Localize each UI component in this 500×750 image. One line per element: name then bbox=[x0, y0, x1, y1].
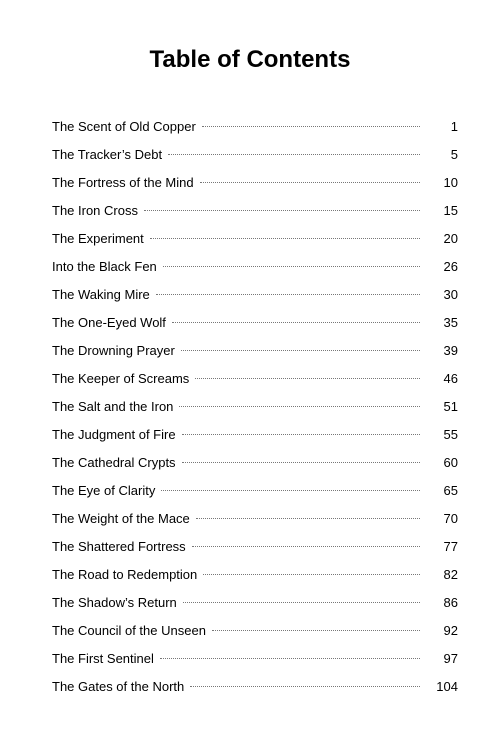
toc-entry bbox=[52, 365, 458, 393]
toc-entry-title: The Keeper of Screams bbox=[52, 371, 190, 386]
toc-entry-title: The Road to Redemption bbox=[52, 567, 198, 582]
toc-dot-leader bbox=[144, 209, 420, 211]
toc-entry-page: 104 bbox=[436, 679, 458, 694]
toc-entry bbox=[52, 673, 458, 701]
toc-entry-title: The Scent of Old Copper bbox=[52, 119, 196, 134]
toc-entry-title: The First Sentinel bbox=[52, 651, 154, 666]
toc-entry-title: The Cathedral Crypts bbox=[52, 455, 176, 470]
toc-entry-page: 92 bbox=[443, 623, 458, 638]
toc-dot-leader bbox=[168, 153, 420, 155]
toc-dot-leader bbox=[182, 433, 420, 435]
toc-entry bbox=[52, 337, 458, 365]
toc-entry bbox=[52, 225, 458, 253]
toc-entry bbox=[52, 421, 458, 449]
toc-entry bbox=[52, 309, 458, 337]
toc-dot-leader bbox=[195, 377, 420, 379]
toc-entry-page: 39 bbox=[443, 343, 458, 358]
toc-entry-title: The Iron Cross bbox=[52, 203, 138, 218]
toc-entry-page: 1 bbox=[450, 119, 458, 134]
toc-entry bbox=[52, 617, 458, 645]
toc-dot-leader bbox=[182, 461, 420, 463]
table-of-contents bbox=[52, 113, 458, 701]
toc-entry bbox=[52, 281, 458, 309]
toc-entry-page: 15 bbox=[443, 203, 458, 218]
toc-entry bbox=[52, 169, 458, 197]
toc-dot-leader bbox=[203, 573, 420, 575]
toc-entry-title: The Judgment of Fire bbox=[52, 427, 176, 442]
toc-entry bbox=[52, 561, 458, 589]
toc-entry bbox=[52, 113, 458, 141]
toc-entry-title: The Eye of Clarity bbox=[52, 483, 156, 498]
toc-entry-page: 55 bbox=[443, 427, 458, 442]
toc-entry-page: 5 bbox=[450, 147, 458, 162]
toc-entry bbox=[52, 253, 458, 281]
toc-entry-title: The Fortress of the Mind bbox=[52, 175, 194, 190]
toc-dot-leader bbox=[163, 265, 420, 267]
toc-dot-leader bbox=[212, 629, 420, 631]
toc-entry-page: 70 bbox=[443, 511, 458, 526]
toc-entry-page: 77 bbox=[443, 539, 458, 554]
toc-entry-title: The Drowning Prayer bbox=[52, 343, 175, 358]
toc-dot-leader bbox=[181, 349, 420, 351]
toc-entry-page: 65 bbox=[443, 483, 458, 498]
toc-entry bbox=[52, 505, 458, 533]
toc-entry-title: The Council of the Unseen bbox=[52, 623, 206, 638]
toc-dot-leader bbox=[190, 685, 420, 687]
toc-entry bbox=[52, 141, 458, 169]
toc-entry bbox=[52, 645, 458, 673]
toc-entry-page: 26 bbox=[443, 259, 458, 274]
toc-entry-page: 51 bbox=[443, 399, 458, 414]
page-title: Table of Contents bbox=[149, 46, 351, 73]
toc-entry-page: 97 bbox=[443, 651, 458, 666]
toc-entry-page: 82 bbox=[443, 567, 458, 582]
toc-dot-leader bbox=[200, 181, 420, 183]
toc-dot-leader bbox=[160, 657, 420, 659]
toc-entry-page: 46 bbox=[443, 371, 458, 386]
toc-entry-page: 60 bbox=[443, 455, 458, 470]
toc-entry-title: The Salt and the Iron bbox=[52, 399, 174, 414]
toc-dot-leader bbox=[196, 517, 420, 519]
toc-entry bbox=[52, 449, 458, 477]
toc-entry-title: The Waking Mire bbox=[52, 287, 150, 302]
toc-dot-leader bbox=[192, 545, 420, 547]
toc-entry bbox=[52, 533, 458, 561]
toc-entry-title: Into the Black Fen bbox=[52, 259, 157, 274]
toc-entry-title: The Shadow’s Return bbox=[52, 595, 177, 610]
toc-dot-leader bbox=[172, 321, 420, 323]
toc-entry bbox=[52, 197, 458, 225]
toc-entry-title: The Gates of the North bbox=[52, 679, 185, 694]
toc-entry-title: The Weight of the Mace bbox=[52, 511, 190, 526]
toc-dot-leader bbox=[183, 601, 420, 603]
toc-dot-leader bbox=[161, 489, 420, 491]
toc-entry-title: The Experiment bbox=[52, 231, 144, 246]
toc-entry-title: The Shattered Fortress bbox=[52, 539, 186, 554]
toc-entry bbox=[52, 589, 458, 617]
toc-entry-page: 86 bbox=[443, 595, 458, 610]
toc-entry-page: 30 bbox=[443, 287, 458, 302]
toc-entry-title: The One-Eyed Wolf bbox=[52, 315, 166, 330]
toc-entry-title: The Tracker’s Debt bbox=[52, 147, 163, 162]
toc-dot-leader bbox=[156, 293, 420, 295]
toc-entry bbox=[52, 477, 458, 505]
toc-entry bbox=[52, 393, 458, 421]
toc-entry-page: 10 bbox=[443, 175, 458, 190]
toc-dot-leader bbox=[179, 405, 420, 407]
toc-entry-page: 35 bbox=[443, 315, 458, 330]
toc-entry-page: 20 bbox=[443, 231, 458, 246]
toc-dot-leader bbox=[150, 237, 420, 239]
toc-dot-leader bbox=[202, 125, 420, 127]
